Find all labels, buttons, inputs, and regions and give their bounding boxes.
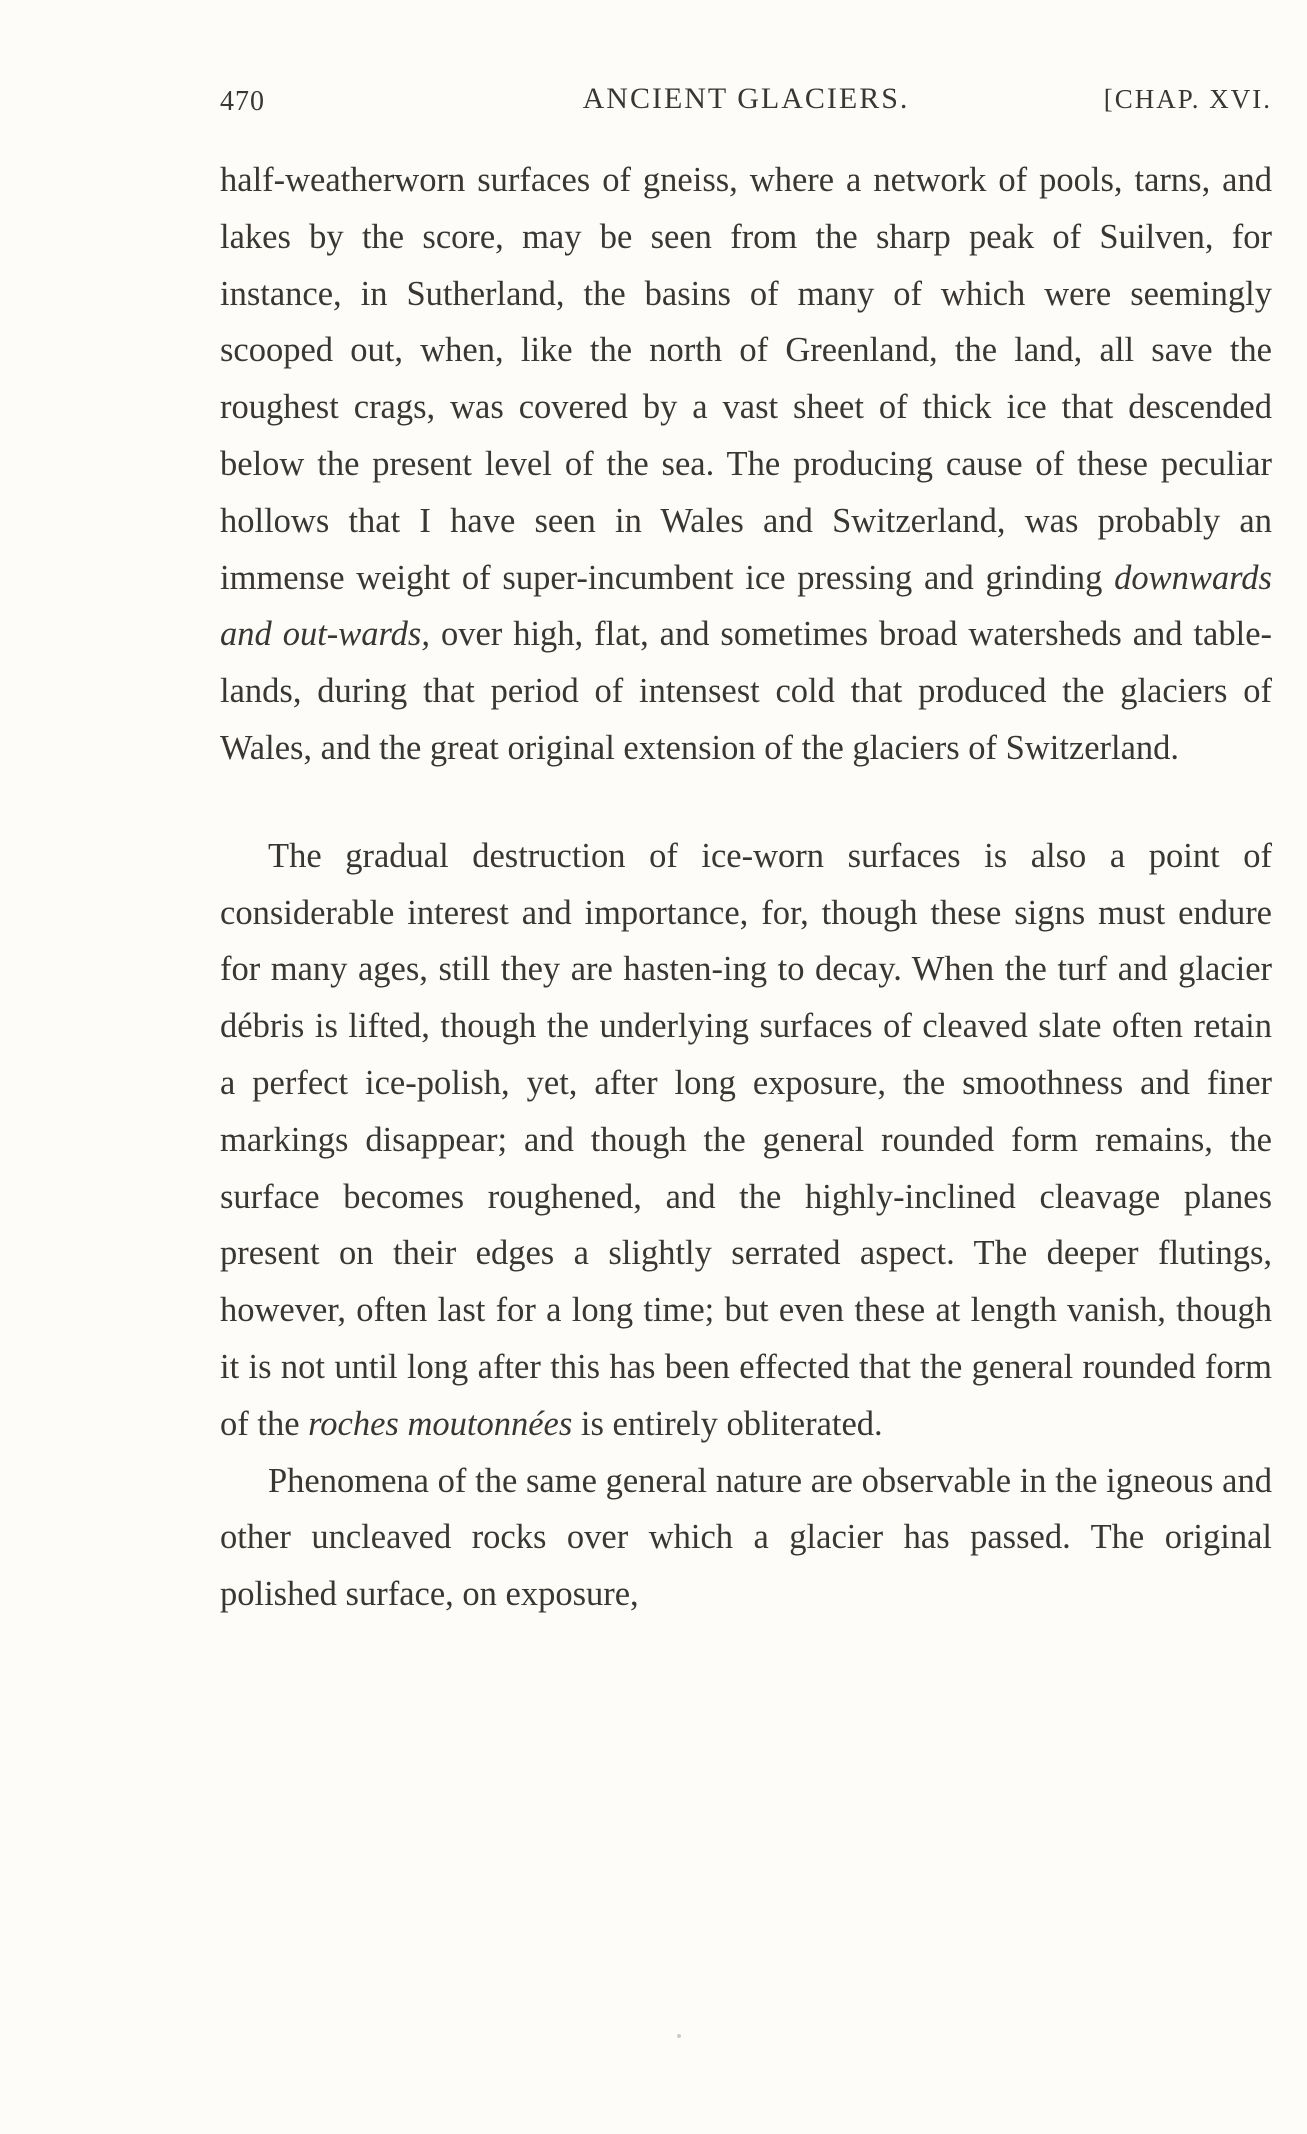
- paragraph-2: [220, 828, 1272, 1453]
- paragraph-1-italic: downwards and out-wards,: [220, 558, 1272, 654]
- paragraph-2-text-a: The gradual destruction of ice-worn surfaces is also a point of considerable interest and importance, for, though these signs must endure for many ages, still they are hasten-ing to decay. When the turf and glacier débris is lifted, though the underlying surfaces of cleaved slate often retain a perfect ice-polish, yet, after long exposure, the smoothness and finer markings disappear; and though the general rounded form remains, the surface becomes roughened, and the highly-inclined cleavage planes present on their edges a slightly serrated aspect. The deeper flutings, however, often last for a long time; but even these at length vanish, though it is not until long after this has been effected that the general rounded form of the: [220, 836, 1272, 1443]
- paragraph-1: [220, 152, 1272, 777]
- paragraph-3-text-a: Phenomena of the same general nature are observable in the igneous and other uncleaved rocks over which a glacier has passed. The original polished surface, on exposure,: [220, 1461, 1272, 1614]
- paragraph-2-italic: roches moutonnées: [308, 1404, 573, 1443]
- body-text: [220, 152, 1272, 1623]
- chapter-label: [CHAP. XVI.: [1103, 84, 1272, 114]
- paragraph-1-text-b: over high, flat, and sometimes broad watersheds and table-lands, during that period of intensest cold that produced the glaciers of Wales, and the great original extension of the glaciers of Switzerland.: [220, 615, 1272, 767]
- paragraph-1-text-a: half-weatherworn surfaces of gneiss, where a network of pools, tarns, and lakes by the score, may be seen from the sharp peak of Suilven, for instance, in Sutherland, the basins of many of which were seemingly scooped out, when, like the north of Greenland, the land, all save the roughest crags, was covered by a vast sheet of thick ice that descended below the present level of the sea. The producing cause of these peculiar hollows that I have seen in Wales and Switzerland, was probably an immense weight of super-incumbent ice pressing and grinding: [220, 161, 1272, 597]
- paper-fleck: [677, 2034, 681, 2038]
- paragraph-3: [220, 1453, 1272, 1623]
- running-title: ANCIENT GLACIERS.: [582, 82, 910, 115]
- paragraph-2-text-b: is entirely obliterated.: [572, 1404, 883, 1443]
- page-number: 470: [220, 86, 265, 117]
- running-header: [220, 82, 1272, 122]
